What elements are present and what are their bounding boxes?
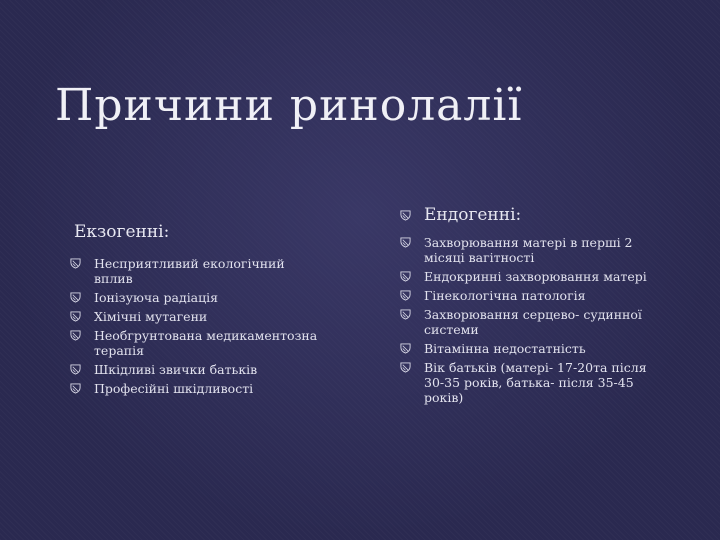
list-item <box>400 288 660 303</box>
shield-bullet-icon <box>400 271 411 282</box>
shield-bullet-icon <box>400 237 411 248</box>
list-item-text: Захворювання матері в перші 2 місяці вагітності <box>424 235 633 265</box>
endogenous-heading-row <box>400 205 660 225</box>
list-item-text: Необгрунтована медикаментозна терапія <box>94 328 318 358</box>
list-item <box>70 256 325 286</box>
endogenous-heading: Ендогенні: <box>424 205 522 225</box>
list-item-text: Ендокринні захворювання матері <box>424 269 647 284</box>
endogenous-column <box>400 205 660 409</box>
list-item <box>400 307 660 337</box>
exogenous-column <box>70 222 325 400</box>
shield-bullet-icon <box>400 210 411 221</box>
shield-bullet-icon <box>70 364 81 375</box>
slide-title: Причини ринолалії <box>55 80 523 131</box>
shield-bullet-icon <box>400 290 411 301</box>
list-item <box>400 235 660 265</box>
exogenous-list <box>70 256 325 396</box>
list-item <box>70 362 325 377</box>
shield-bullet-icon <box>70 258 81 269</box>
shield-bullet-icon <box>400 362 411 373</box>
list-item <box>400 269 660 284</box>
list-item <box>70 290 325 305</box>
list-item-text: Професійні шкідливості <box>94 381 254 396</box>
exogenous-heading: Екзогенні: <box>74 222 170 242</box>
list-item <box>400 341 660 356</box>
endogenous-list <box>400 235 660 405</box>
shield-bullet-icon <box>70 311 81 322</box>
list-item-text: Хімічні мутагени <box>94 309 208 324</box>
shield-bullet-icon <box>70 383 81 394</box>
list-item <box>70 309 325 324</box>
list-item-text: Несприятливий екологічний вплив <box>94 256 285 286</box>
shield-bullet-icon <box>400 309 411 320</box>
list-item-text: Вітамінна недостатність <box>424 341 586 356</box>
list-item <box>70 328 325 358</box>
list-item-text: Вік батьків (матері- 17-20та після 30-35 років, батька- після 35-45 років) <box>424 360 647 405</box>
list-item-text: Іонізуюча радіація <box>94 290 219 305</box>
list-item <box>400 360 660 405</box>
list-item <box>70 381 325 396</box>
list-item-text: Гінекологічна патологія <box>424 288 586 303</box>
list-item-text: Шкідливі звички батьків <box>94 362 258 377</box>
shield-bullet-icon <box>400 343 411 354</box>
shield-bullet-icon <box>70 292 81 303</box>
list-item-text: Захворювання серцево- судинної системи <box>424 307 642 337</box>
shield-bullet-icon <box>70 330 81 341</box>
